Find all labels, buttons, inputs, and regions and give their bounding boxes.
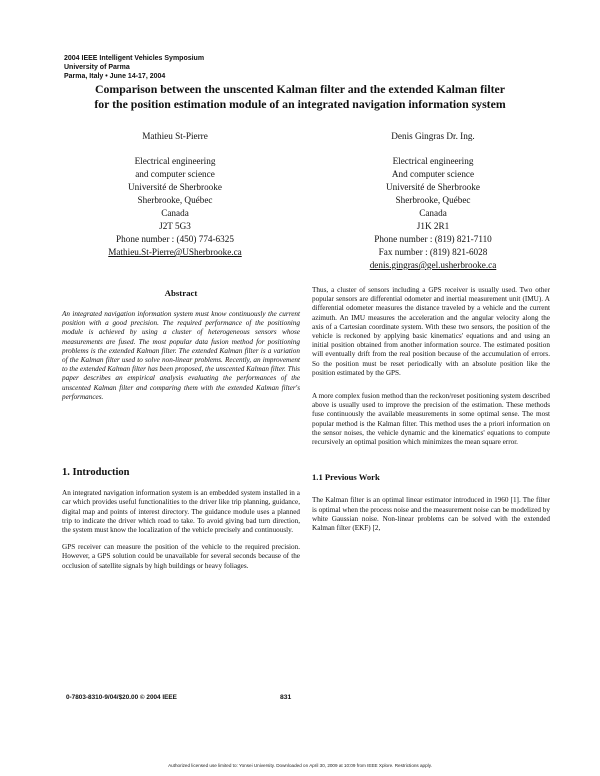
author-phone: Phone number : (450) 774-6325 bbox=[116, 234, 234, 244]
paper-title bbox=[40, 82, 560, 112]
author-email-link[interactable]: Mathieu.St-Pierre@USherbrooke.ca bbox=[108, 247, 242, 257]
author-affiliation-line: J2T 5G3 bbox=[159, 221, 191, 231]
author-name: Denis Gingras Dr. Ing. bbox=[391, 131, 475, 141]
subsection-heading: 1.1 Previous Work bbox=[312, 472, 380, 483]
conference-location-date: Parma, Italy • June 14-17, 2004 bbox=[64, 73, 166, 80]
authorization-notice: Authorized licensed use limited to: Yonsei University. Downloaded on April 30, 2009 at 10:09 from IEEE Xplore. Restrictions apply. bbox=[168, 763, 432, 768]
section-heading: 1. Introduction bbox=[62, 467, 130, 478]
author-affiliation-line: Canada bbox=[161, 208, 189, 218]
paragraph: GPS receiver can measure the position of the vehicle to the required precision. However, a GPS solution could be unavailable for several seconds because of the occlusion of satellite signals by high buildings or heavy foliages. bbox=[62, 543, 300, 570]
conference-name: 2004 IEEE Intelligent Vehicles Symposium bbox=[64, 55, 205, 62]
author-email-link[interactable]: denis.gingras@gel.usherbrooke.ca bbox=[369, 260, 497, 270]
author-affiliation-line: J1K 2R1 bbox=[416, 221, 450, 231]
paragraph: An integrated navigation information system is an embedded system installed in a car which provides useful functionalities to the driver like trip planning, guidance, digital map and points of interest directory. The guidance module uses a planned trip to indicate the driver which road to take. To avoid giving bad turn direction, the system must know the localization of the vehicle precisely and continuously. bbox=[62, 489, 300, 535]
paragraph: The Kalman filter is an optimal linear estimator introduced in 1960 [1]. The filter is optimal when the process noise and the measurement noise can be modelized by white Gaussian noise. Non-linear problems can be solved with the extended Kalman filter (EKF) [2, bbox=[312, 496, 550, 533]
paragraph: Thus, a cluster of sensors including a GPS receiver is usually used. Two other popular sensors are differential odometer and inertial measurement unit (IMU). A differential odometer measures the distance traveled by a vehicle and the current azimuth. An IMU measures the acceleration and the angular velocity along the axis of a Cartesian coordinate system. With these two sensors, the position of the vehicle is reckoned by applying basic kinematics' equations and and using an initial position obtained from another information source. The estimated position will eventually drift from the real position because of the accumulation of errors. So the position must be reset periodically with an absolute position like the position estimated by the GPS. bbox=[312, 286, 550, 377]
author-fax: Fax number : (819) 821-6028 bbox=[378, 247, 488, 257]
author-block-1 bbox=[60, 130, 290, 259]
conference-info bbox=[64, 54, 204, 81]
paragraph: A more complex fusion method than the reckon/reset positioning system described above is usually used to improve the precision of the estimation. These methods fuse continuously the available measurements in some optimal sense. The most popular method is the Kalman filter. This method uses the a priori information on the sensor noises, the vehicle dynamic and the kinematics' equations to compute recursively an optimal position which minimizes the mean square error. bbox=[312, 392, 550, 447]
paper-title-line-2: for the position estimation module of an integrated navigation information system bbox=[94, 97, 506, 111]
author-phone: Phone number : (819) 821-7110 bbox=[374, 234, 492, 244]
author-affiliation-line: Sherbrooke, Québec bbox=[395, 195, 471, 205]
right-column bbox=[312, 286, 550, 541]
page-number: 831 bbox=[280, 694, 292, 701]
author-affiliation-line: Sherbrooke, Québec bbox=[137, 195, 213, 205]
introduction-section bbox=[62, 468, 300, 579]
author-name: Mathieu St-Pierre bbox=[142, 131, 208, 141]
author-affiliation-line: And computer science bbox=[391, 169, 475, 179]
abstract-heading: Abstract bbox=[164, 288, 198, 298]
abstract-text: An integrated navigation information system must know continuously the current position with a good precision. The required performance of the positioning module is achieved by using a cluster of heterogeneous sensors whose measurements are fused. The most popular data fusion method for positioning problems is the extended Kalman filter. The extended Kalman filter is a variation of the Kalman filter used to solve non-linear problems. Recently, an improvement to the extended Kalman filter has been proposed, the unscented Kalman filter. This paper describes an empirical analysis evaluating the performances of the unscented Kalman filter and comparing them with the extended Kalman filter's performances. bbox=[62, 310, 300, 401]
author-affiliation-line: Electrical engineering bbox=[392, 156, 474, 166]
author-affiliation-line: Canada bbox=[419, 208, 447, 218]
conference-university: University of Parma bbox=[64, 64, 130, 71]
author-affiliation-line: Electrical engineering bbox=[134, 156, 216, 166]
author-affiliation-line: and computer science bbox=[135, 169, 215, 179]
author-affiliation-line: Université de Sherbrooke bbox=[386, 182, 480, 192]
paper-title-line-1: Comparison between the unscented Kalman filter and the extended Kalman filter bbox=[94, 82, 506, 96]
author-affiliation-line: Université de Sherbrooke bbox=[128, 182, 222, 192]
author-block-2 bbox=[318, 130, 548, 272]
footer-isbn: 0-7803-8310-9/04/$20.00 © 2004 IEEE bbox=[66, 694, 177, 701]
